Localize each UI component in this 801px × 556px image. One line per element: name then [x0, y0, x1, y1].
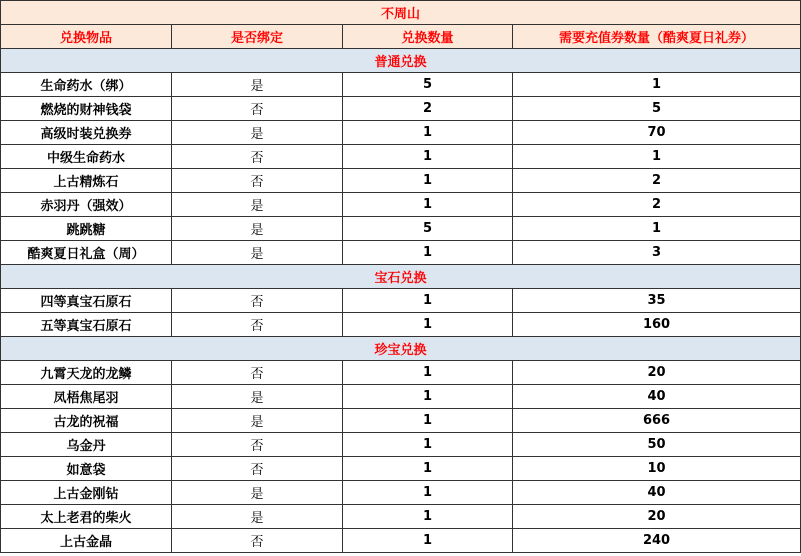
item-name-cell: 跳跳糖: [1, 217, 172, 241]
quantity-cell: 1: [343, 241, 513, 265]
quantity-cell: 2: [343, 97, 513, 121]
table-row: [1, 457, 801, 481]
item-name-cell: 九霄天龙的龙鳞: [1, 361, 172, 385]
header-item: 兑换物品: [1, 25, 172, 49]
quantity-cell: 1: [343, 481, 513, 505]
bound-cell: 是: [172, 505, 343, 529]
section-title: 普通兑换: [1, 49, 801, 73]
quantity-cell: 1: [343, 529, 513, 553]
table-row: [1, 433, 801, 457]
item-name-cell: 如意袋: [1, 457, 172, 481]
table-row: [1, 169, 801, 193]
section-row: [1, 265, 801, 289]
item-name-cell: 太上老君的柴火: [1, 505, 172, 529]
quantity-cell: 1: [343, 361, 513, 385]
quantity-cell: 1: [343, 385, 513, 409]
item-name-cell: 上古金晶: [1, 529, 172, 553]
bound-cell: 否: [172, 457, 343, 481]
table-row: [1, 481, 801, 505]
bound-cell: 否: [172, 361, 343, 385]
table-row: [1, 505, 801, 529]
bound-cell: 是: [172, 217, 343, 241]
table-row: [1, 289, 801, 313]
header-quantity: 兑换数量: [343, 25, 513, 49]
quantity-cell: 1: [343, 145, 513, 169]
bound-cell: 否: [172, 289, 343, 313]
header-cost: 需要充值券数量（酷爽夏日礼券）: [513, 25, 801, 49]
cost-cell: 5: [513, 97, 801, 121]
cost-cell: 1: [513, 145, 801, 169]
bound-cell: 是: [172, 241, 343, 265]
bound-cell: 否: [172, 97, 343, 121]
item-name-cell: 生命药水（绑）: [1, 73, 172, 97]
item-name-cell: 高级时装兑换券: [1, 121, 172, 145]
table-row: [1, 121, 801, 145]
bound-cell: 否: [172, 145, 343, 169]
table-row: [1, 241, 801, 265]
bound-cell: 是: [172, 73, 343, 97]
bound-cell: 否: [172, 529, 343, 553]
item-name-cell: 古龙的祝福: [1, 409, 172, 433]
table-row: [1, 193, 801, 217]
cost-cell: 20: [513, 361, 801, 385]
bound-cell: 否: [172, 169, 343, 193]
table-row: [1, 97, 801, 121]
quantity-cell: 1: [343, 313, 513, 337]
header-bound: 是否绑定: [172, 25, 343, 49]
bound-cell: 是: [172, 481, 343, 505]
cost-cell: 240: [513, 529, 801, 553]
quantity-cell: 1: [343, 433, 513, 457]
cost-cell: 50: [513, 433, 801, 457]
exchange-table-body: [1, 1, 801, 553]
quantity-cell: 5: [343, 217, 513, 241]
cost-cell: 35: [513, 289, 801, 313]
table-title: 不周山: [1, 1, 801, 25]
quantity-cell: 1: [343, 505, 513, 529]
quantity-cell: 1: [343, 289, 513, 313]
section-row: [1, 49, 801, 73]
cost-cell: 70: [513, 121, 801, 145]
item-name-cell: 五等真宝石原石: [1, 313, 172, 337]
item-name-cell: 燃烧的财神钱袋: [1, 97, 172, 121]
section-row: [1, 337, 801, 361]
quantity-cell: 5: [343, 73, 513, 97]
table-row: [1, 313, 801, 337]
table-row: [1, 529, 801, 553]
quantity-cell: 1: [343, 409, 513, 433]
quantity-cell: 1: [343, 169, 513, 193]
table-row: [1, 409, 801, 433]
section-title: 宝石兑换: [1, 265, 801, 289]
item-name-cell: 四等真宝石原石: [1, 289, 172, 313]
table-row: [1, 217, 801, 241]
quantity-cell: 1: [343, 457, 513, 481]
item-name-cell: 凤梧焦尾羽: [1, 385, 172, 409]
bound-cell: 是: [172, 193, 343, 217]
bound-cell: 否: [172, 313, 343, 337]
item-name-cell: 乌金丹: [1, 433, 172, 457]
quantity-cell: 1: [343, 121, 513, 145]
item-name-cell: 酷爽夏日礼盒（周）: [1, 241, 172, 265]
table-row: [1, 73, 801, 97]
cost-cell: 40: [513, 385, 801, 409]
section-title: 珍宝兑换: [1, 337, 801, 361]
item-name-cell: 赤羽丹（强效）: [1, 193, 172, 217]
cost-cell: 1: [513, 217, 801, 241]
item-name-cell: 中级生命药水: [1, 145, 172, 169]
cost-cell: 20: [513, 505, 801, 529]
cost-cell: 40: [513, 481, 801, 505]
bound-cell: 是: [172, 121, 343, 145]
cost-cell: 1: [513, 73, 801, 97]
cost-cell: 2: [513, 169, 801, 193]
cost-cell: 160: [513, 313, 801, 337]
table-row: [1, 361, 801, 385]
bound-cell: 否: [172, 433, 343, 457]
item-name-cell: 上古精炼石: [1, 169, 172, 193]
header-row: [1, 25, 801, 49]
cost-cell: 666: [513, 409, 801, 433]
cost-cell: 10: [513, 457, 801, 481]
table-row: [1, 145, 801, 169]
bound-cell: 是: [172, 409, 343, 433]
bound-cell: 是: [172, 385, 343, 409]
item-name-cell: 上古金刚钻: [1, 481, 172, 505]
title-row: [1, 1, 801, 25]
table-row: [1, 385, 801, 409]
cost-cell: 3: [513, 241, 801, 265]
cost-cell: 2: [513, 193, 801, 217]
quantity-cell: 1: [343, 193, 513, 217]
